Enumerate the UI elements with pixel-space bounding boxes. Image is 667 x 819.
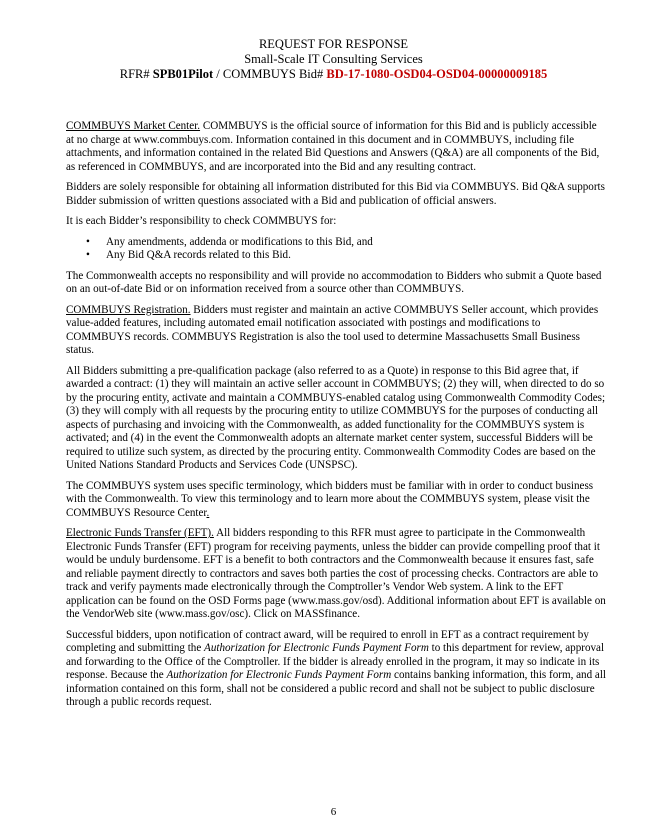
bid-label: / COMMBUYS Bid# (216, 67, 324, 81)
market-center-heading: COMMBUYS Market Center. (66, 120, 201, 132)
terminology-period: . (206, 506, 210, 519)
check-list (66, 236, 606, 263)
document-header (0, 37, 667, 82)
registration-heading: COMMBUYS Registration. (66, 303, 191, 316)
eft-paragraph (66, 527, 606, 622)
prequalification-paragraph: All Bidders submitting a pre-qualification package (also referred to as a Quote) in response to this Bid agree that, if awarded a contract: (1) they will maintain an active seller account in COMMBUYS; (2) they will, when directed to do so by the procuring entity, activate and maintain a COMMBUYS-enabled catalog using Commonwealth Commodity Codes; (3) they will comply with all requests by the procuring entity to utilize COMMBUYS for the purposes of conducting all aspects of purchasing and invoicing with the Commonwealth, as added functionality for the COMMBUYS system is activated; and (4) in the event the Commonwealth adopts an alternate market center system, successful Bidders will be required to utilize such system, as directed by the procuring entity. Commonwealth Commodity Codes are based on the United Nations Standard Products and Services Code (UNSPSC). (66, 364, 606, 471)
enrollment-text-1: Successful bidders, upon notification of contract award, will be required to enroll in EFT as a contract requirement by completing and submitting the (66, 628, 589, 654)
rfr-id: SPB01Pilot (152, 67, 214, 81)
authorization-form-name-2: Authorization for Electronic Funds Payment Form (166, 669, 392, 681)
enrollment-paragraph (66, 629, 606, 710)
terminology-text: The COMMBUYS system uses specific terminology, which bidders must be familiar with in order to conduct business with the Commonwealth. To view this terminology and to learn more about the COMMBUYS system, please visit the COMMBUYS Resource Center (66, 479, 594, 519)
bullet-icon: • (86, 235, 90, 248)
bid-id: BD-17-1080-OSD04-OSD04-00000009185 (326, 67, 548, 81)
enrollment-text-2: to this department for review, approval and forwarding to the Office of the Comptroller. If the bidder is already enrolled in the program, it may so indicate in its response. Because the (66, 642, 605, 681)
terminology-paragraph (66, 480, 606, 521)
registration-text: Bidders must register and maintain an active COMMBUYS Seller account, which provides value-added features, including automated email notification associated with postings and modifications to COMMBUYS records. COMMBUYS Registration is also the tool used to determine Massachusetts Small Business status. (66, 303, 599, 356)
accommodation-paragraph: The Commonwealth accepts no responsibility and will provide no accommodation to Bidders who submit a Quote based on an out-of-date Bid or on information received from a source other than COMMBUYS. (66, 269, 602, 295)
list-item-text: Any Bid Q&A records related to this Bid. (106, 249, 291, 261)
eft-text: All bidders responding to this RFR must agree to participate in the Commonwealth Electronic Funds Transfer (EFT) program for receiving payments, unless the bidder can provide compelling proof that it would be unduly burdensome. EFT is a benefit to both contractors and the Commonwealth because it ensures fast, safe and reliable payment directly to contractors and saves both parties the cost of processing checks. Contractors are able to track and verify payments made electronically through the Comptroller’s Vendor Web system. A link to the EFT application can be found on the OSD Forms page (www.mass.gov/osd). Additional information about EFT is available on the VendorWeb site (www.mass.gov/osc). Click on MASSfinance. (66, 527, 606, 620)
page-number: 6 (330, 806, 337, 818)
document-subtitle: Small-Scale IT Consulting Services (244, 52, 423, 66)
authorization-form-name: Authorization for Electronic Funds Payment Form (204, 642, 429, 654)
registration-paragraph (66, 304, 606, 358)
list-item-text: Any amendments, addenda or modifications to this Bid, and (106, 235, 373, 248)
list-item (66, 249, 606, 263)
market-center-text: COMMBUYS is the official source of information for this Bid and is publicly accessible at no charge at www.commbuys.com. Information contained in this document and in COMMBUYS, including file attachments, and information contained in the related Bid Questions and Answers (Q&A) are all components of the Bid, as referenced in COMMBUYS, and are incorporated into the Bid and any resulting contract. (66, 120, 600, 173)
check-intro-paragraph: It is each Bidder’s responsibility to check COMMBUYS for: (66, 215, 337, 227)
responsibility-paragraph: Bidders are solely responsible for obtaining all information distributed for this Bid via COMMBUYS. Bid Q&A supports Bidder submission of written questions associated with a Bid and publication of official answers. (66, 181, 605, 207)
market-center-paragraph (66, 120, 606, 174)
list-item (66, 236, 606, 250)
document-title: REQUEST FOR RESPONSE (258, 37, 409, 51)
eft-heading: Electronic Funds Transfer (EFT). (66, 527, 214, 539)
enrollment-text-3: contains banking information, this form, and all information contained on this form, shall not be considered a public record and shall not be subject to public disclosure through a public records request. (66, 669, 607, 708)
rfr-line (0, 67, 667, 82)
rfr-label: RFR# (119, 67, 150, 81)
bullet-icon: • (86, 249, 90, 261)
document-body (66, 120, 606, 717)
